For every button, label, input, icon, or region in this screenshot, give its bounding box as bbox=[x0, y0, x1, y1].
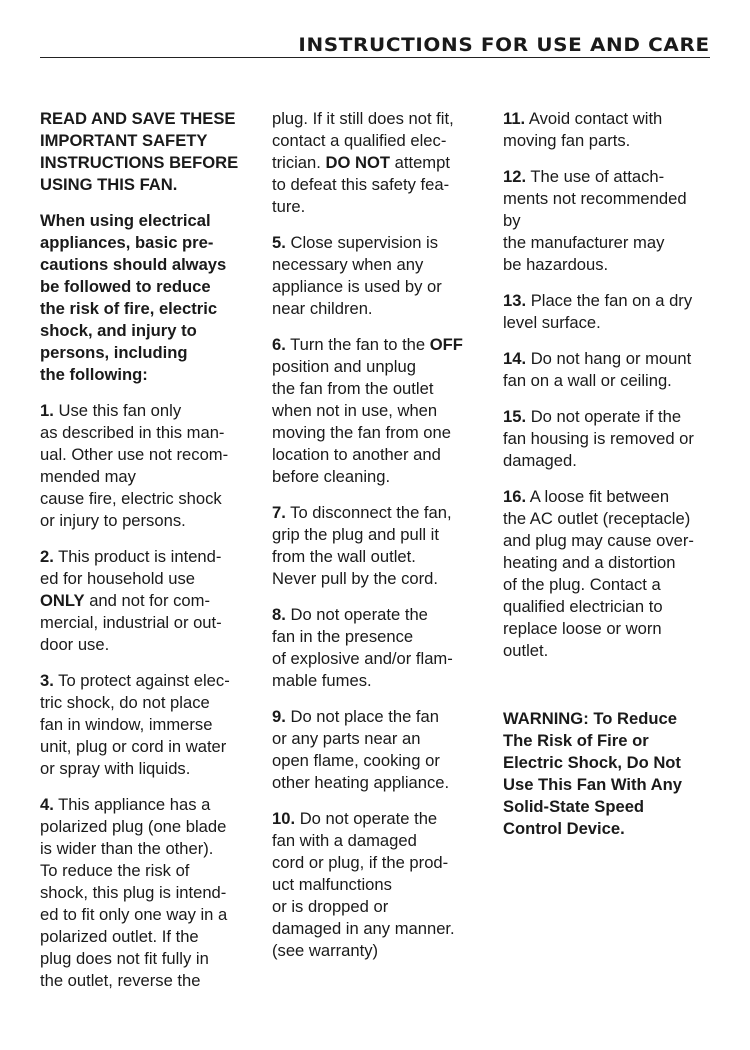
header-title: INSTRUCTIONS FOR USE AND CARE bbox=[298, 34, 710, 56]
item-text: A loose fit between the AC outlet (receptacle) and plug may cause over- heating and a distortion of the plug. Contact a qualified electrician to replace loose or worn outlet. bbox=[503, 487, 694, 660]
item-number: 4. bbox=[40, 795, 54, 814]
instruction-item-1 bbox=[40, 400, 255, 532]
item-number: 14. bbox=[503, 349, 527, 368]
item-number: 6. bbox=[272, 335, 286, 354]
item-emphasis: DO NOT bbox=[325, 153, 391, 172]
instruction-item-8 bbox=[272, 604, 482, 692]
item-emphasis: ONLY bbox=[40, 591, 85, 610]
item-text: To disconnect the fan, grip the plug and pull it from the wall outlet. Never pull by the cord. bbox=[272, 503, 452, 588]
item-number: 7. bbox=[272, 503, 286, 522]
item-text: Do not hang or mount fan on a wall or ceiling. bbox=[503, 349, 692, 390]
column-1 bbox=[40, 108, 255, 1006]
item-emphasis: OFF bbox=[429, 335, 463, 354]
item-number: 1. bbox=[40, 401, 54, 420]
item-text: Do not operate if the fan housing is removed or damaged. bbox=[503, 407, 694, 470]
instruction-item-16 bbox=[503, 486, 718, 662]
instruction-item-10 bbox=[272, 808, 482, 962]
item-text: Close supervision is necessary when any appliance is used by or near children. bbox=[272, 233, 442, 318]
item-text: position and unplug the fan from the outlet when not in use, when moving the fan from one location to another and before cleaning. bbox=[272, 357, 451, 486]
item-text: To protect against elec- tric shock, do not place fan in window, immerse unit, plug or cord in water or spray with liquids. bbox=[40, 671, 230, 778]
column-3 bbox=[503, 108, 718, 854]
instruction-item-4-continued bbox=[272, 108, 482, 218]
instruction-item-15 bbox=[503, 406, 718, 472]
column-2 bbox=[272, 108, 482, 976]
instruction-item-13 bbox=[503, 290, 718, 334]
item-text: Do not operate the fan in the presence of explosive and/or flam- mable fumes. bbox=[272, 605, 453, 690]
item-number: 8. bbox=[272, 605, 286, 624]
item-text: plug. If it still does not fit, contact a qualified elec- trician. bbox=[272, 109, 454, 172]
instruction-item-9 bbox=[272, 706, 482, 794]
item-number: 5. bbox=[272, 233, 286, 252]
item-number: 10. bbox=[272, 809, 296, 828]
item-text: Avoid contact with moving fan parts. bbox=[503, 109, 663, 150]
instruction-item-2 bbox=[40, 546, 255, 656]
item-number: 15. bbox=[503, 407, 527, 426]
item-text: Use this fan only as described in this man- ual. Other use not recom- mended may cause fire, electric shock or injury to persons. bbox=[40, 401, 229, 530]
item-text: Do not operate the fan with a damaged cord or plug, if the prod- uct malfunctions or is dropped or damaged in any manner. (see warranty) bbox=[272, 809, 455, 960]
instruction-item-14 bbox=[503, 348, 718, 392]
item-text: attempt to defeat this safety fea- ture. bbox=[272, 153, 450, 216]
item-number: 3. bbox=[40, 671, 54, 690]
instruction-item-4 bbox=[40, 794, 255, 992]
item-text: This product is intend- ed for household use bbox=[40, 547, 222, 588]
instruction-item-12 bbox=[503, 166, 718, 276]
item-text: Turn the fan to the bbox=[285, 335, 430, 354]
instruction-item-5 bbox=[272, 232, 482, 320]
instruction-item-3 bbox=[40, 670, 255, 780]
item-number: 12. bbox=[503, 167, 527, 186]
instruction-item-6 bbox=[272, 334, 482, 488]
instruction-item-7 bbox=[272, 502, 482, 590]
safety-heading: READ AND SAVE THESE IMPORTANT SAFETY INSTRUCTIONS BEFORE USING THIS FAN. bbox=[40, 109, 239, 194]
item-number: 16. bbox=[503, 487, 527, 506]
instruction-item-11 bbox=[503, 108, 718, 152]
header-divider bbox=[40, 57, 710, 58]
item-number: 13. bbox=[503, 291, 527, 310]
safety-intro: When using electrical appliances, basic pre- cautions should always be followed to reduce the risk of fire, electric shock, and injury to persons, including the following: bbox=[40, 211, 227, 384]
item-number: 11. bbox=[503, 109, 526, 128]
item-number: 9. bbox=[272, 707, 286, 726]
warning-notice: WARNING: To Reduce The Risk of Fire or Electric Shock, Do Not Use This Fan With Any Solid-State Speed Control Device. bbox=[503, 709, 683, 838]
item-text: The use of attach- ments not recommended by the manufacturer may be hazardous. bbox=[503, 167, 687, 274]
item-number: 2. bbox=[40, 547, 54, 566]
item-text: This appliance has a polarized plug (one blade is wider than the other). To reduce the risk of shock, this plug is intend- ed to fit only one way in a polarized outlet. If the plug does not fit fully in the outlet, reverse the bbox=[40, 795, 228, 990]
item-text: and not for com- mercial, industrial or out- door use. bbox=[40, 591, 222, 654]
item-text: Place the fan on a dry level surface. bbox=[503, 291, 693, 332]
item-text: Do not place the fan or any parts near an open flame, cooking or other heating appliance. bbox=[272, 707, 450, 792]
